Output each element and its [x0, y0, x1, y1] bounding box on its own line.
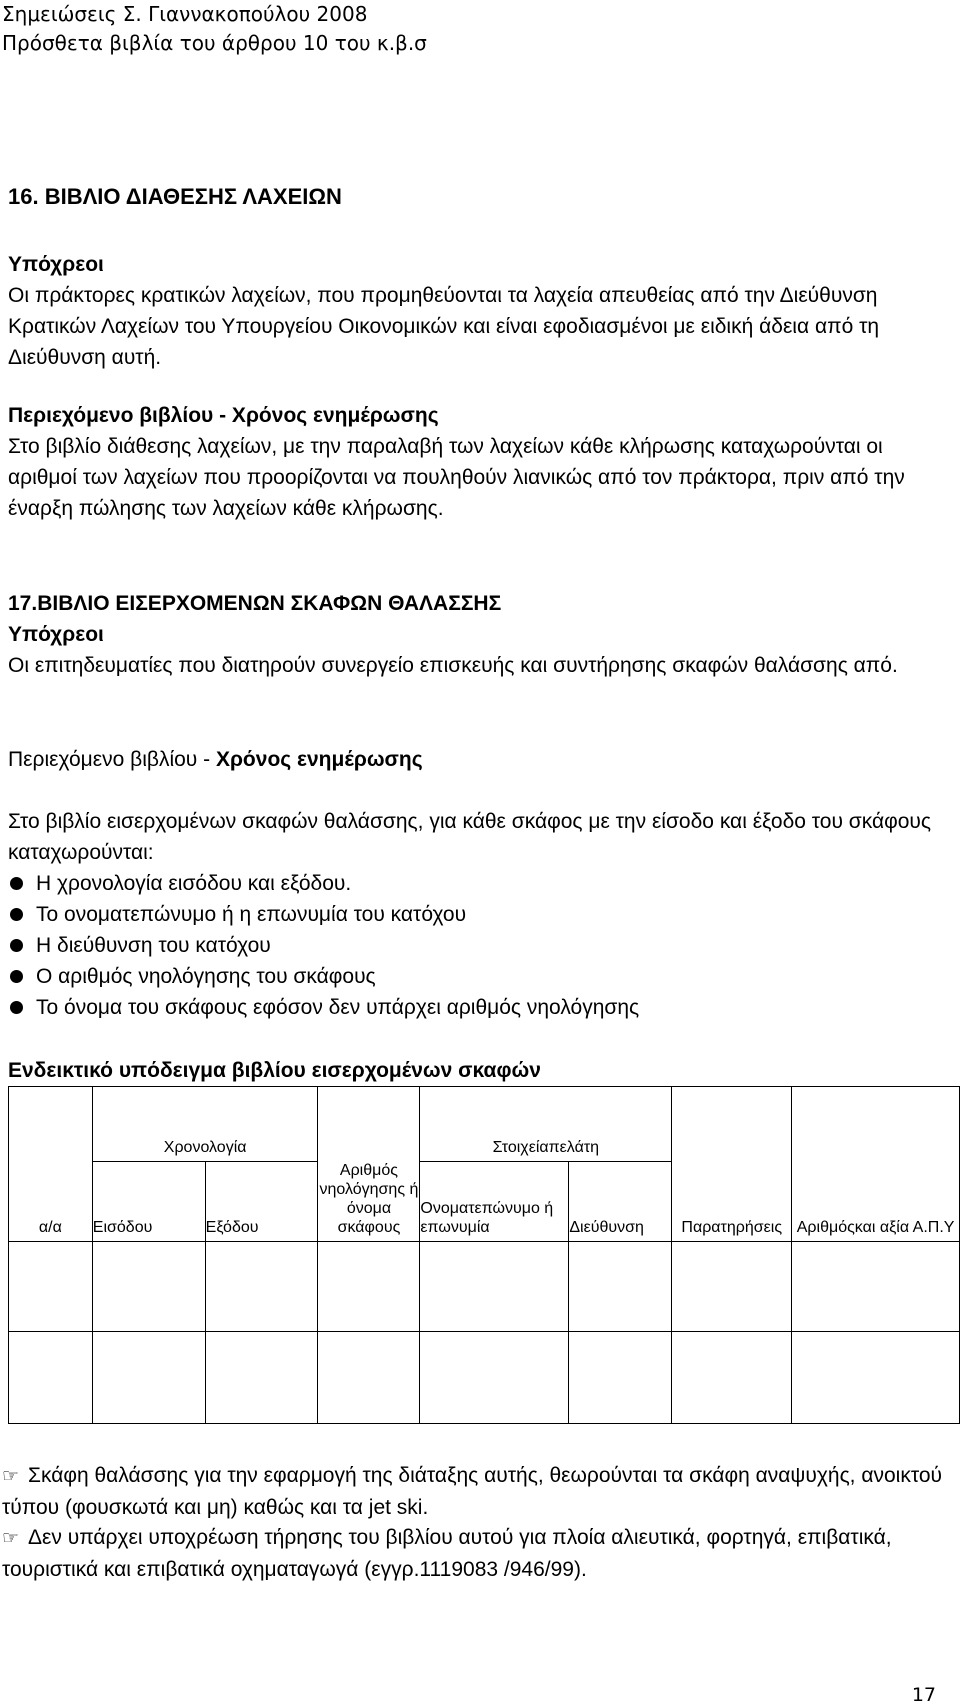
- table-row: [9, 1332, 960, 1424]
- bullet-dot-icon: [10, 908, 23, 921]
- col-header-registration: Αριθμός νηολόγησης ή όνομα σκάφους: [318, 1087, 420, 1242]
- col-group-client: Στοιχείαπελάτη: [420, 1087, 672, 1162]
- section-16: [8, 181, 948, 212]
- page-header: [2, 0, 427, 58]
- section-16-content-text: Στο βιβλίο διάθεσης λαχείων, με την παραλαβή των λαχείων κάθε κλήρωσης καταχωρούνται οι αριθμοί των λαχείων που προορίζονται να πουληθούν λιανικώς από τον πράκτορα, πριν από την έναρξη πώλησης των λαχείων κάθε κλήρωσης.: [8, 435, 905, 520]
- bullet-dot-icon: [10, 939, 23, 952]
- section-16-title: 16. ΒΙΒΛΙΟ ΔΙΑΘΕΣΗΣ ΛΑΧΕΙΩΝ: [8, 184, 342, 209]
- section-17-title: 17.ΒΙΒΛΙΟ ΕΙΣΕΡΧΟΜΕΝΩΝ ΣΚΑΦΩΝ ΘΑΛΑΣΣΗΣ: [8, 592, 502, 615]
- list-item: Η χρονολογία εισόδου και εξόδου.: [8, 868, 948, 899]
- col-header-notes: Παρατηρήσεις: [672, 1087, 792, 1242]
- col-header-address: Διεύθυνση: [569, 1162, 672, 1242]
- section-17-content-text: Στο βιβλίο εισερχομένων σκαφών θαλάσσης, για κάθε σκάφος με την είσοδο και έξοδο του σκάφους καταχωρούνται:: [8, 810, 932, 864]
- note-2-text: Δεν υπάρχει υποχρέωση τήρησης του βιβλίου αυτού για πλοία αλιευτικά, φορτηγά, επιβατικά, τουριστικά και επιβατικά οχηματαγωγά (εγγρ.1119083 /946/99).: [2, 1526, 892, 1581]
- list-item: Η διεύθυνση του κατόχου: [8, 930, 948, 961]
- page-number: 17: [911, 1684, 936, 1706]
- note-2: [2, 1522, 952, 1585]
- section-16-obliged-heading: Υπόχρεοι: [8, 253, 104, 276]
- sample-ledger-table: [8, 1086, 960, 1424]
- section-17-content-heading-bold: Χρόνος ενημέρωσης: [215, 748, 423, 771]
- table-row: [9, 1242, 960, 1332]
- section-17-obliged-text: Οι επιτηδευματίες που διατηρούν συνεργείο επισκευής και συντήρησης σκαφών θαλάσσης από.: [8, 654, 898, 677]
- section-16-content: [8, 400, 948, 524]
- bullet-dot-icon: [10, 1001, 23, 1014]
- sample-heading: Ενδεικτικό υπόδειγμα βιβλίου εισερχομένων σκαφών: [8, 1059, 541, 1082]
- list-item: Ο αριθμός νηολόγησης του σκάφους: [8, 961, 948, 992]
- col-group-date: Χρονολογία: [92, 1087, 318, 1162]
- col-header-aa: α/α: [9, 1087, 93, 1242]
- section-17-content-heading-plain: Περιεχόμενο βιβλίου -: [8, 748, 216, 771]
- list-item: Το ονοματεπώνυμο ή η επωνυμία του κατόχου: [8, 899, 948, 930]
- section-16-content-heading: Περιεχόμενο βιβλίου - Χρόνος ενημέρωσης: [8, 404, 439, 427]
- sample-heading-block: [8, 1055, 948, 1086]
- section-17-bullet-list: [8, 868, 948, 1023]
- section-17-content-heading: [8, 744, 948, 775]
- section-17-obliged-heading: Υπόχρεοι: [8, 623, 104, 646]
- col-header-name: Ονοματεπώνυμο ή επωνυμία: [420, 1162, 569, 1242]
- header-line-1: Σημειώσεις Σ. Γιαννακοπούλου 2008: [2, 2, 368, 26]
- col-header-exit: Εξόδου: [205, 1162, 318, 1242]
- section-17-content: [8, 806, 948, 1023]
- note-1-text: Σκάφη θαλάσσης για την εφαρμογή της διάταξης αυτής, θεωρούνται τα σκάφη αναψυχής, ανοικτού τύπου (φουσκωτά και μη) καθώς και τα jet ski.: [2, 1464, 943, 1519]
- pointing-hand-icon: ☞: [2, 1527, 20, 1549]
- bullet-dot-icon: [10, 877, 23, 890]
- list-item: Το όνομα του σκάφους εφόσον δεν υπάρχει αριθμός νηολόγησης: [8, 992, 948, 1023]
- col-header-entry: Εισόδου: [92, 1162, 205, 1242]
- note-1: [2, 1460, 952, 1523]
- section-16-obliged-text: Οι πράκτορες κρατικών λαχείων, που προμηθεύονται τα λαχεία απευθείας από την Διεύθυνση Κρατικών Λαχείων του Υπουργείου Οικονομικών και είναι εφοδιασμένοι με ειδική άδεια από τη Διεύθυνση αυτή.: [8, 284, 880, 369]
- section-16-obliged: [8, 249, 948, 373]
- section-17: [8, 588, 948, 681]
- header-line-2: Πρόσθετα βιβλία του άρθρου 10 του κ.β.σ: [2, 31, 427, 55]
- bullet-dot-icon: [10, 970, 23, 983]
- col-header-receipt: Αριθμόςκαι αξία Α.Π.Υ: [792, 1087, 960, 1242]
- pointing-hand-icon: ☞: [2, 1465, 20, 1487]
